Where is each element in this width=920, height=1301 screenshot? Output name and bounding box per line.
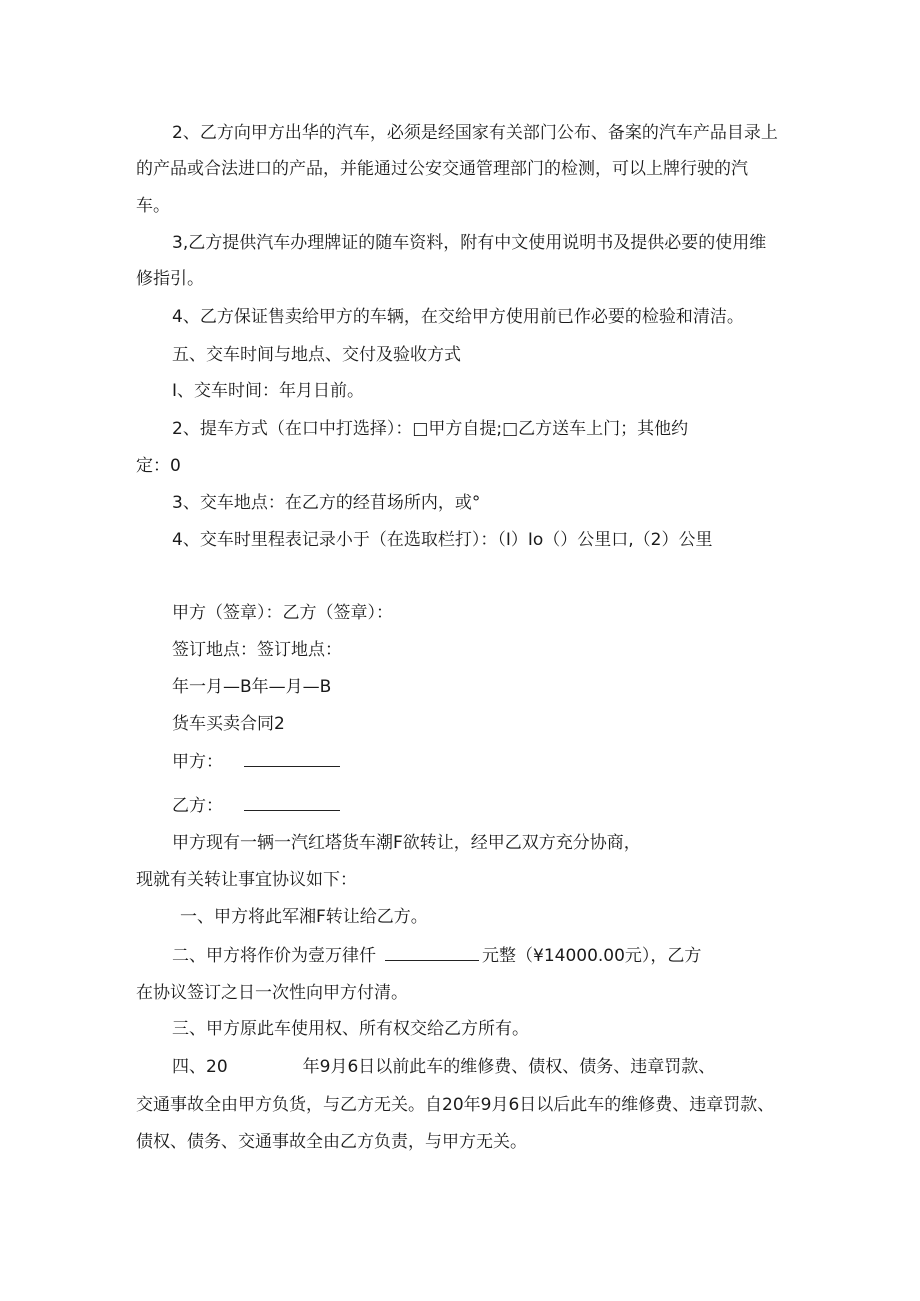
clause-2-prefix: 二、甲方将作价为壹万律仟 (172, 946, 376, 966)
paragraph-line: 车。 (136, 196, 170, 216)
party-b-field (172, 794, 343, 817)
clause-2 (172, 944, 701, 967)
party-b-blank (244, 794, 340, 811)
signing-place-line: 签订地点：签订地点： (172, 640, 342, 660)
clause-3: 三、甲方原此车使用权、所有权交给乙方所有。 (172, 1019, 529, 1039)
paragraph-line: 的产品或合法进口的产品，并能通过公安交通管理部门的检测，可以上牌行驶的汽 (136, 159, 748, 179)
paragraph-line: 在协议签订之日一次性向甲方付清。 (136, 983, 408, 1003)
paragraph-line: 4、乙方保证售卖给甲方的车辆，在交给甲方使用前已作必要的检验和清洁。 (172, 307, 744, 327)
clause-4-suffix: 年9月6日以前此车的维修费、债权、债务、违章罚款、 (302, 1057, 716, 1077)
paragraph-line: 2、提车方式（在口中打选择）：□甲方自提;□乙方送车上门；其他约 (172, 419, 689, 439)
paragraph-line: 定：0 (136, 456, 181, 476)
paragraph-line: 交通事故全由甲方负货，与乙方无关。自20年9月6日以后此车的维修费、违章罚款、 (136, 1095, 775, 1115)
paragraph-line: 甲方现有一辆一汽红塔货车潮F欲转让，经甲乙双方充分协商， (172, 833, 641, 853)
party-a-field (172, 750, 343, 773)
party-b-label: 乙方： (172, 796, 223, 816)
paragraph-line: 3,乙方提供汽车办理牌证的随车资料，附有中文使用说明书及提供必要的使用维 (172, 233, 767, 253)
paragraph-line: 2、乙方向甲方出华的汽车，必须是经国家有关部门公布、备案的汽车产品目录上 (172, 123, 778, 143)
party-a-label: 甲方： (172, 752, 223, 772)
paragraph-line: 3、交车地点：在乙方的经苜场所内，或° (172, 493, 481, 513)
clause-4 (172, 1056, 715, 1078)
paragraph-line: 债权、债务、交通事故全由乙方负责，与甲方无关。 (136, 1132, 527, 1152)
paragraph-line: 修指引。 (136, 269, 204, 289)
price-blank (385, 944, 479, 961)
clause-1: 一、甲方将此军湘F转让给乙方。 (180, 907, 428, 927)
date-line: 年一月—B年—月—B (172, 677, 332, 697)
paragraph-line: 现就有关转让事宜协议如下： (136, 870, 357, 890)
clause-4-prefix: 四、20 (172, 1057, 228, 1077)
contract-title: 货车买卖合同2 (172, 714, 285, 734)
clause-2-suffix: 元整（¥14000.00元），乙方 (482, 946, 702, 966)
signature-line: 甲方（签章）：乙方（签章）： (172, 603, 393, 623)
party-a-blank (244, 750, 340, 767)
paragraph-line: I、交车时间：年月日前。 (172, 381, 365, 401)
section-heading: 五、交车时间与地点、交付及验收方式 (172, 345, 461, 365)
paragraph-line: 4、交车时里程表记录小于（在选取栏打）：（I）Io（）公里口,（2）公里 (172, 530, 713, 550)
